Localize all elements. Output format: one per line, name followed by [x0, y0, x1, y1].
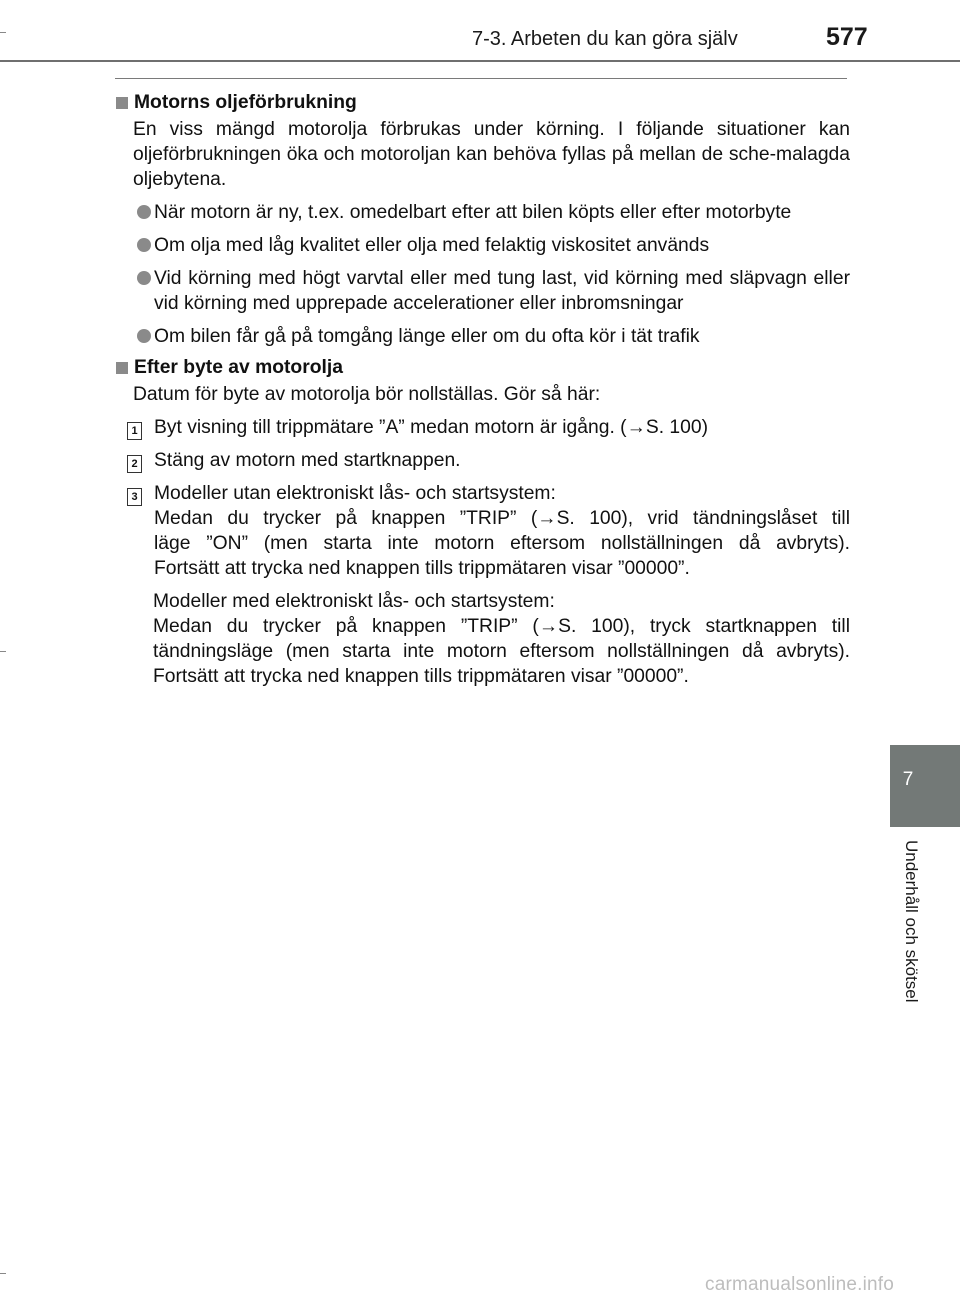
section-paragraph: Datum för byte av motorolja bör nollställas. Gör så här:	[133, 384, 601, 405]
list-item-text: Vid körning med högt varvtal eller med tung last, vid körning med släpvagn eller vid körning med upprepade accelerationer eller inbromsningar	[154, 268, 850, 314]
step-item	[127, 448, 850, 473]
crop-mark	[0, 1273, 6, 1274]
watermark: carmanualsonline.info	[705, 1274, 895, 1295]
header-section-title: 7-3. Arbeten du kan göra själv	[472, 28, 738, 50]
list-item-text: Om olja med låg kvalitet eller olja med felaktig viskositet används	[154, 235, 710, 256]
square-bullet-icon	[116, 97, 128, 109]
list-item	[137, 200, 850, 225]
step-number-badge: 3	[127, 488, 142, 506]
header-rule	[0, 60, 960, 62]
step-text	[154, 481, 850, 581]
step-text: Byt visning till trippmätare ”A” medan motorn är igång. (→S. 100)	[154, 417, 709, 438]
list-item	[137, 266, 850, 316]
chapter-title: Underhåll och skötsel	[902, 840, 921, 1003]
section-paragraph: En viss mängd motorolja förbrukas under körning. I följande situationer kan oljeförbrukningen öka och motoroljan kan behöva fyllas på mellan de sche-malagda oljebytena.	[133, 119, 850, 190]
bullet-dot-icon	[137, 205, 151, 219]
step-item	[127, 481, 850, 581]
step-alternative	[153, 589, 850, 689]
page-number: 577	[826, 23, 868, 51]
section-heading-after-oil-change	[115, 355, 850, 380]
list-item	[137, 233, 850, 258]
page-header	[0, 0, 960, 62]
step-line: Modeller utan elektroniskt lås- och startsystem:	[154, 483, 556, 504]
step-item	[127, 415, 850, 440]
step-line: Medan du trycker på knappen ”TRIP” (→S. 100), tryck startknappen till	[153, 616, 850, 637]
section-heading-text: Efter byte av motorolja	[134, 357, 343, 378]
page-content	[115, 90, 850, 689]
list-item	[137, 324, 850, 349]
list-item-text: Om bilen får gå på tomgång länge eller om du ofta kör i tät trafik	[154, 326, 700, 347]
step-number-badge: 1	[127, 422, 142, 440]
crop-mark	[0, 651, 6, 652]
step-line: Medan du trycker på knappen ”TRIP” (→S. 100), vrid tändningslåset till	[154, 508, 850, 529]
section-heading-text: Motorns oljeförbrukning	[134, 92, 357, 113]
content-divider	[115, 78, 847, 79]
step-line: Modeller med elektroniskt lås- och startsystem:	[153, 591, 555, 612]
section-heading-oil-consumption	[115, 90, 850, 115]
step-text: Stäng av motorn med startknappen.	[154, 450, 461, 471]
chapter-tab	[890, 745, 960, 827]
step-line: tändningsläge (men starta inte motorn eftersom nollställningen då avbryts).	[153, 641, 850, 662]
step-line: Fortsätt att trycka ned knappen tills trippmätaren visar ”00000”.	[154, 558, 690, 579]
list-item-text: När motorn är ny, t.ex. omedelbart efter att bilen köpts eller efter motorbyte	[154, 202, 792, 223]
bullet-dot-icon	[137, 329, 151, 343]
step-line: Fortsätt att trycka ned knappen tills trippmätaren visar ”00000”.	[153, 666, 689, 687]
square-bullet-icon	[116, 362, 128, 374]
bullet-dot-icon	[137, 271, 151, 285]
bullet-dot-icon	[137, 238, 151, 252]
step-line: läge ”ON” (men starta inte motorn eftersom nollställningen då avbryts).	[154, 533, 850, 554]
crop-mark	[0, 32, 6, 33]
chapter-number: 7	[902, 769, 914, 790]
step-number-badge: 2	[127, 455, 142, 473]
